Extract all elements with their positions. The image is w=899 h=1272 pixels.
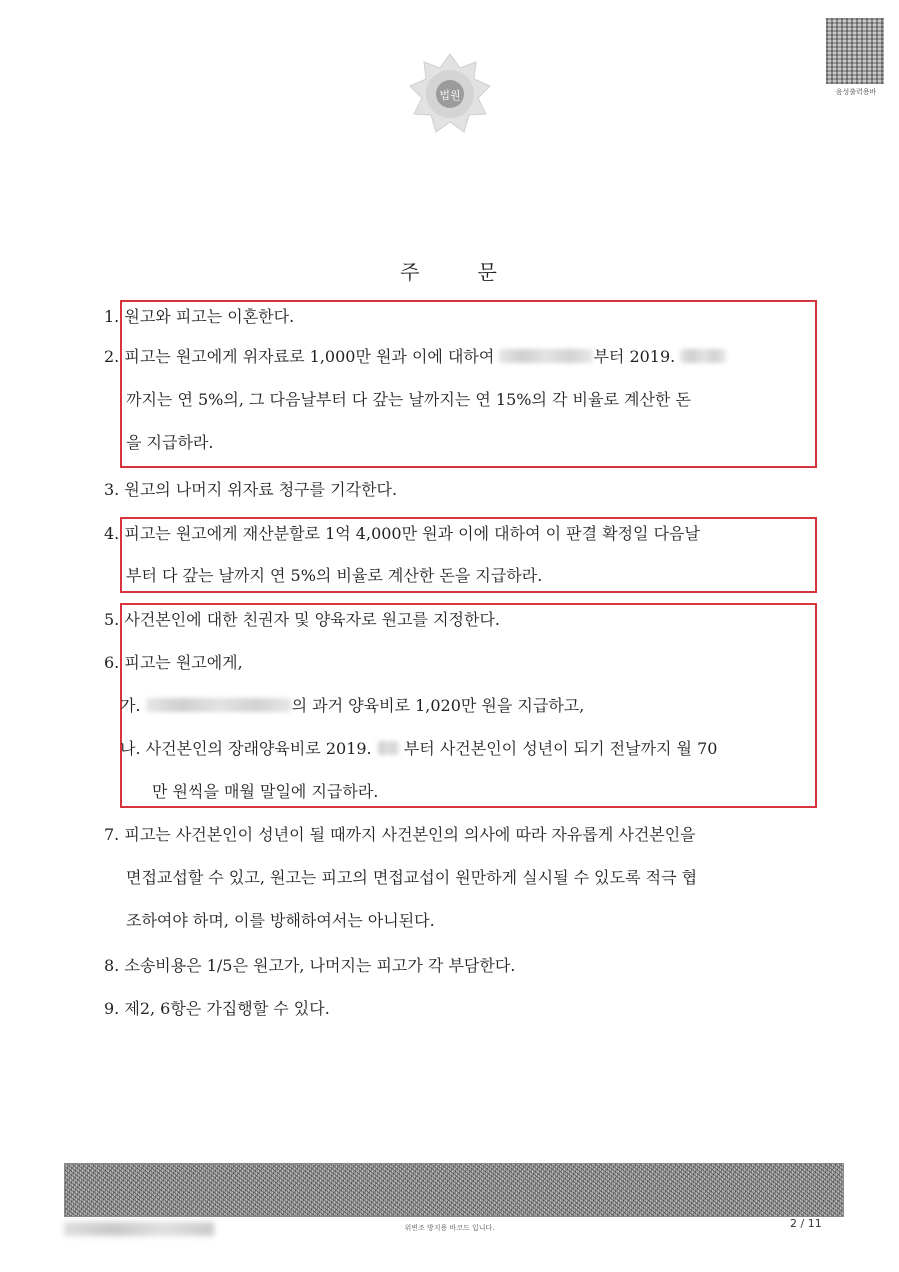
title-char-2: 문 <box>477 260 499 284</box>
item-text: 피고는 원고에게 재산분할로 1억 4,000만 원과 이에 대하여 이 판결 확정일 다음날 <box>124 524 700 543</box>
item-text: 제2, 6항은 가집행할 수 있다. <box>124 999 330 1018</box>
court-seal-logo <box>408 52 492 136</box>
sub-text: 사건본인의 장래양육비로 2019. <box>145 739 372 758</box>
sub-text: 의 과거 양육비로 1,020만 원을 지급하고, <box>291 696 585 715</box>
qr-caption: 음성출력용바 <box>835 88 877 96</box>
item-6-sub-ga <box>120 696 584 716</box>
item-number: 8. <box>104 956 120 975</box>
item-text: 부터 2019. <box>593 347 676 366</box>
qr-code <box>826 18 884 84</box>
item-number: 7. <box>104 825 120 844</box>
item-4-line-2: 부터 다 갚는 날까지 연 5%의 비율로 계산한 돈을 지급하라. <box>126 566 543 585</box>
item-number: 1. <box>104 307 120 326</box>
item-9 <box>104 999 330 1019</box>
item-2-line-3: 을 지급하라. <box>126 433 214 452</box>
redacted-date <box>499 349 593 363</box>
item-number: 5. <box>104 610 120 629</box>
item-number: 3. <box>104 480 120 499</box>
sub-text: 부터 사건본인이 성년이 되기 전날까지 월 70 <box>403 739 718 758</box>
item-number: 2. <box>104 347 120 366</box>
redacted-date <box>377 741 399 755</box>
item-7-line-3: 조하여야 하며, 이를 방해하여서는 아니된다. <box>126 911 435 930</box>
item-text: 피고는 원고에게 위자료로 1,000만 원과 이에 대하여 <box>124 347 495 366</box>
anti-forgery-barcode <box>64 1163 844 1217</box>
item-number: 9. <box>104 999 120 1018</box>
barcode-note: 위변조 방지용 바코드 입니다. <box>404 1224 495 1232</box>
item-number: 4. <box>104 524 120 543</box>
item-2-line-1 <box>104 347 726 367</box>
item-6-sub-na <box>120 739 717 759</box>
seal-text: 법원 <box>439 89 461 102</box>
sub-label: 가. <box>120 696 141 715</box>
item-3 <box>104 480 397 500</box>
item-7-line-2: 면접교섭할 수 있고, 원고는 피고의 면접교섭이 원만하게 실시될 수 있도록 적극 협 <box>126 868 698 887</box>
item-text: 원고와 피고는 이혼한다. <box>124 307 295 326</box>
item-7-line-1 <box>104 825 696 845</box>
item-text: 사건본인에 대한 친권자 및 양육자로 원고를 지정한다. <box>124 610 500 629</box>
item-5 <box>104 610 500 630</box>
item-1 <box>104 307 294 327</box>
title-char-1: 주 <box>400 260 422 284</box>
item-6 <box>104 653 243 673</box>
item-number: 6. <box>104 653 120 672</box>
page-number: 2 / 11 <box>790 1217 822 1230</box>
document-title <box>0 256 899 285</box>
item-8 <box>104 956 515 976</box>
item-text: 피고는 사건본인이 성년이 될 때까지 사건본인의 의사에 따라 자유롭게 사건본인을 <box>124 825 696 844</box>
item-text: 원고의 나머지 위자료 청구를 기각한다. <box>124 480 398 499</box>
item-6-sub-na-line-2: 만 원씩을 매월 말일에 지급하라. <box>152 782 379 801</box>
item-2-line-2: 까지는 연 5%의, 그 다음날부터 다 갚는 날까지는 연 15%의 각 비율로 계산한 돈 <box>126 390 691 409</box>
item-text: 피고는 원고에게, <box>124 653 243 672</box>
item-4-line-1 <box>104 524 700 544</box>
redacted-name <box>146 698 292 712</box>
item-text: 소송비용은 1/5은 원고가, 나머지는 피고가 각 부담한다. <box>124 956 516 975</box>
sub-label: 나. <box>120 739 141 758</box>
redacted-date <box>680 349 726 363</box>
